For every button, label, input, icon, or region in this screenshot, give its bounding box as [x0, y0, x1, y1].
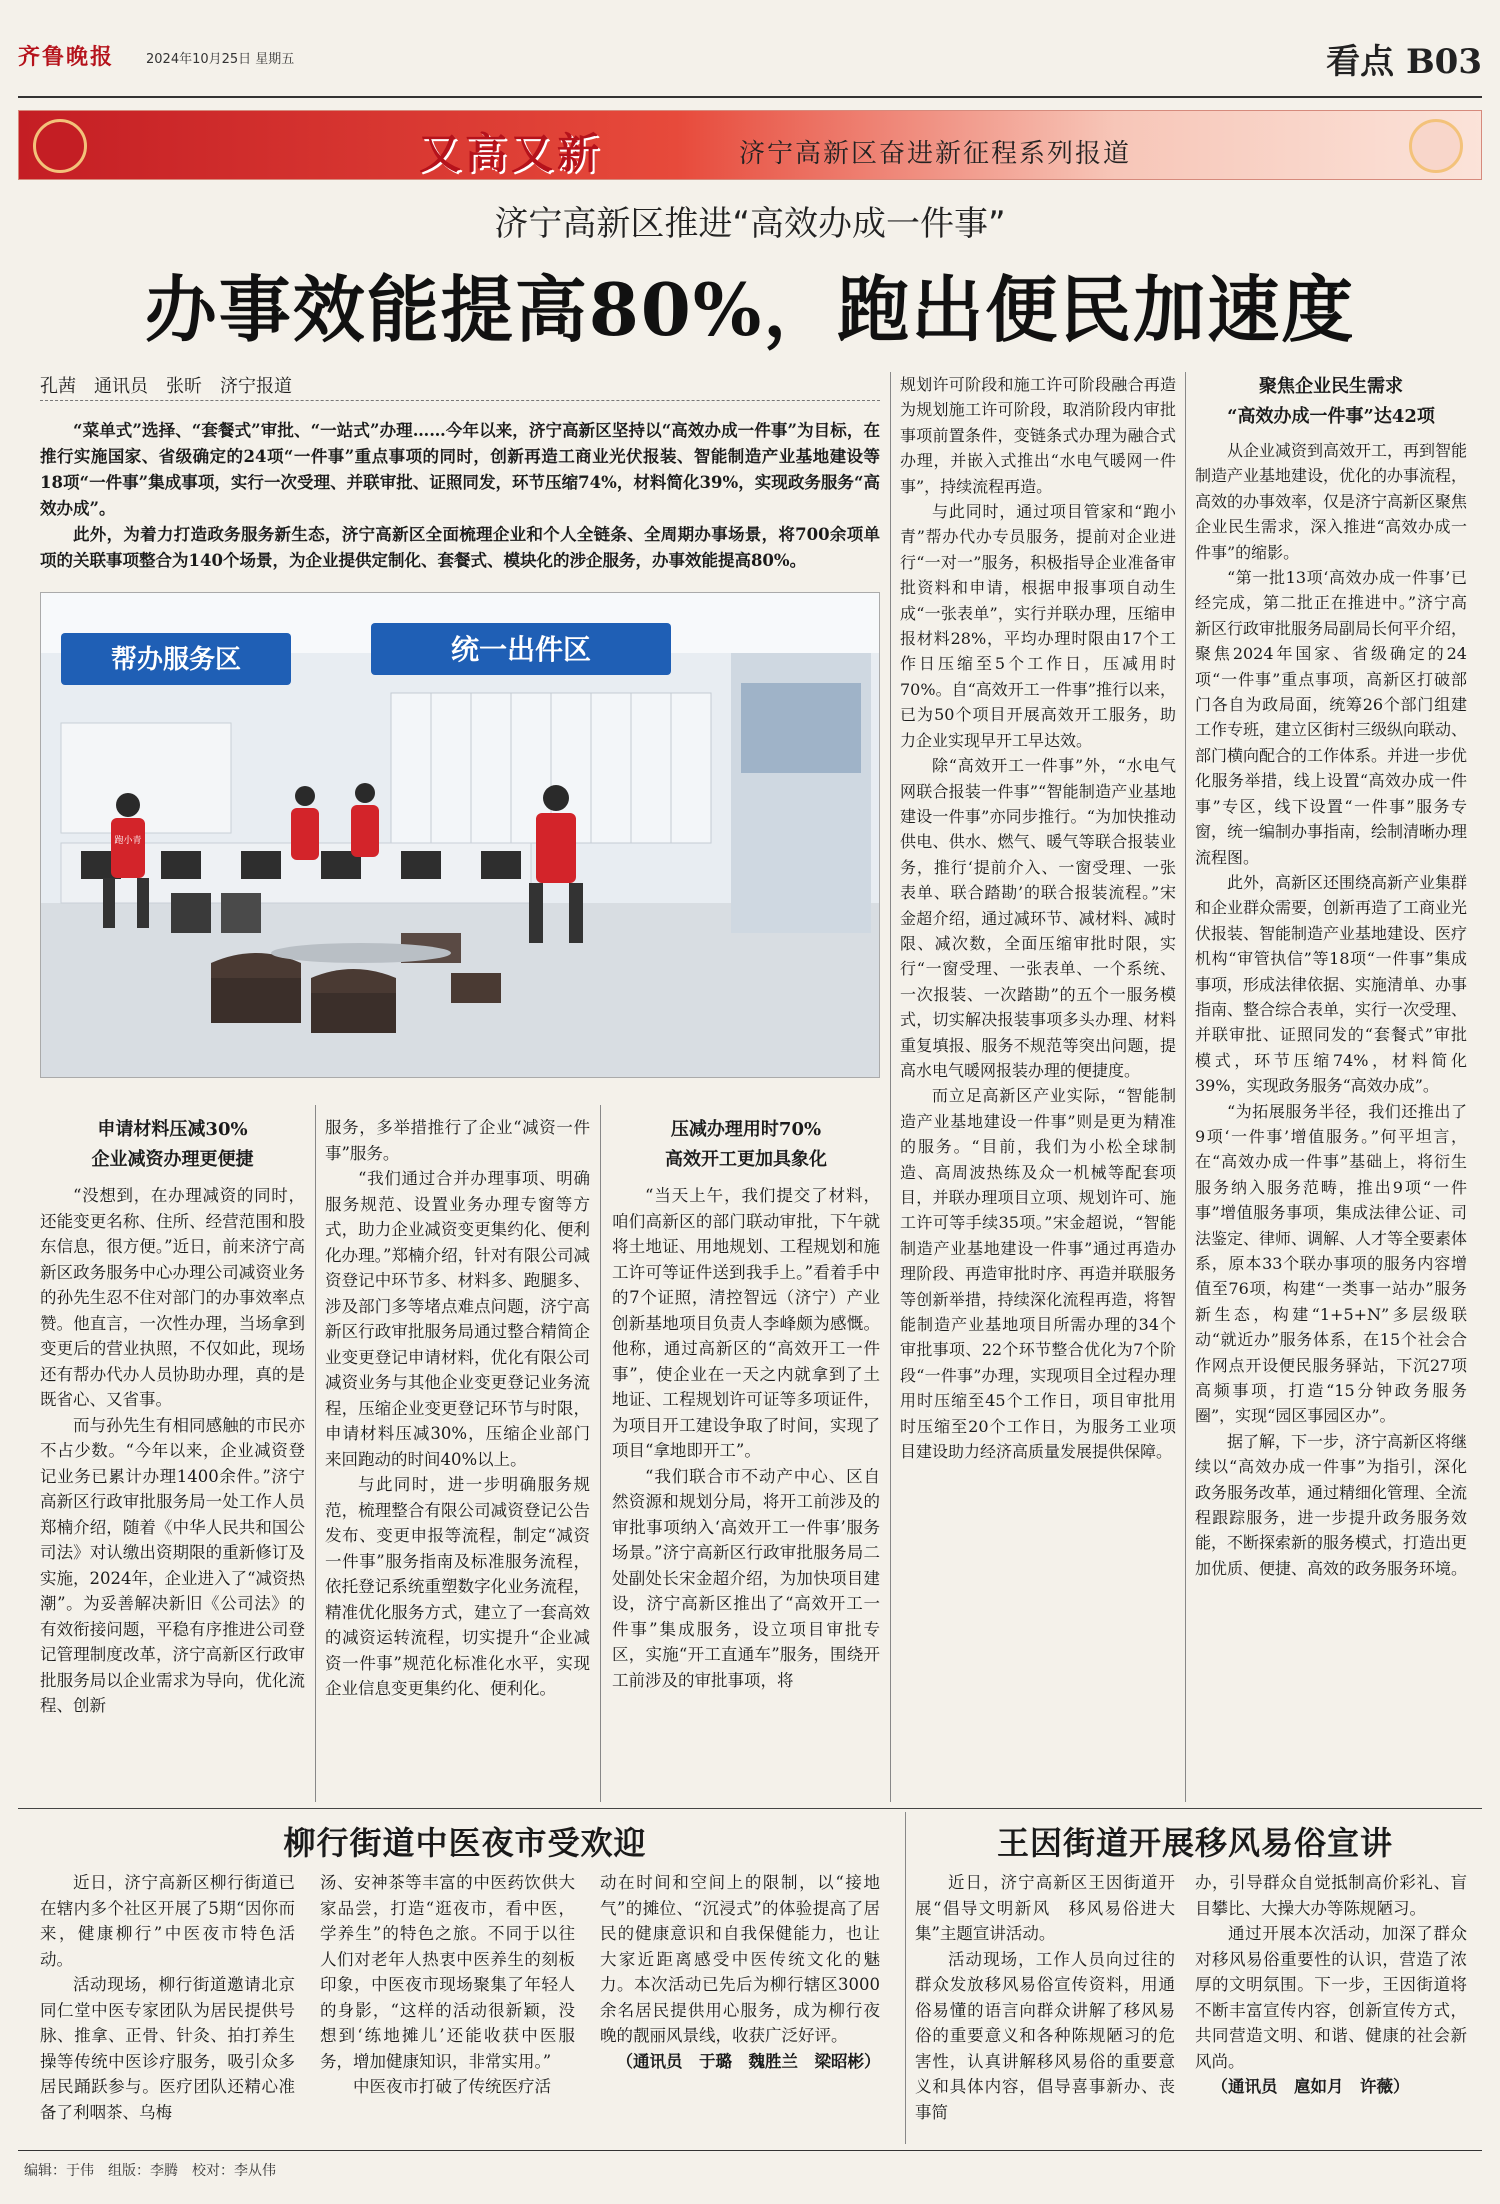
body-paragraph: 据了解，下一步，济宁高新区将继续以“高效办成一件事”为指引，深化政务服务改革，通过精细化管理、全流程跟踪服务，进一步提升政务服务效能，不断探索新的服务模式，打造出更加优质、便捷、高效的政务服务环境。	[1195, 1431, 1468, 1578]
body-paragraph: 而与孙先生有相同感触的市民亦不占少数。“今年以来，企业减资登记业务已累计办理1400余件。”济宁高新区行政审批服务局一处工作人员郑楠介绍，随着《中华人民共和国公司法》对认缴出资期限的重新修订及实施，2024年，企业进入了“减资热潮”。为妥善解决新旧《公司法》的有效衔接问题，平稳有序推进公司登记管理制度改革，济宁高新区行政审批服务局以企业需求为导向，优化流程、创新	[40, 1415, 305, 1715]
headline: 办事效能提高80%，跑出便民加速度	[144, 267, 1356, 352]
story-title-liuhang: 柳行街道中医夜市受欢迎	[283, 1824, 647, 1862]
banner-subtitle: 济宁高新区奋进新征程系列报道	[739, 139, 1132, 169]
banner-title: 又高又新	[419, 129, 604, 178]
body-paragraph: 而立足高新区产业实际，“智能制造产业基地建设一件事”则是更为精准的服务。“目前，我们为小松全球制造、高周波热练及众一机械等配套项目，并联办理项目立项、规划许可、施工许可等手续35项。”宋金超说，“智能制造产业基地建设一件事”通过再造办理阶段、再造审批时序、再造并联服务等创新举措，持续深化流程再造，将智能制造产业基地项目所需办理的34个审批事项、22个环节整合优化为7个阶段“一件事”办理，实现项目全过程办理用时压缩至45个工作日，项目审批用时压缩至20个工作日，为服务工业项目建设助力经济高质量发展提供保障。	[900, 1086, 1176, 1462]
column-rule	[315, 1105, 316, 1802]
section-subheading: 高效开工更加具象化	[665, 1149, 827, 1170]
masthead: 齐鲁晚报	[18, 44, 115, 70]
body-paragraph: 此外，高新区还围绕高新产业集群和企业群众需要，创新再造了工商业光伏报装、智能制造产业基地建设、医疗机构“审管执信”等18项“一件事”集成事项，形成法律依据、实施清单、办事指南、整合综合表单，实行一次受理、并联审批、证照同发的“套餐式”审批模式，环节压缩74%，材料简化39%，实现政务服务“高效办成”。	[1195, 872, 1468, 1096]
sign-right: 统一出件区	[450, 633, 592, 666]
story-title-wangyin: 王因街道开展移风易俗宣讲	[996, 1824, 1393, 1862]
body-paragraph: “第一批13项‘高效办成一件事’已经完成，第二批正在推进中。”济宁高新区行政审批服务局副局长何平介绍，聚焦2024年国家、省级确定的24项“一件事”重点事项，高新区打破部门各自为政局面，统筹26个部门组建工作专班，建立区街村三级纵向联动、部门横向配合的工作体系。并进一步优化服务举措，线上设置“高效办成一件事”专区，线下设置“一件事”服务专窗，统一编制办事指南，绘制清晰办理流程图。	[1195, 568, 1468, 867]
body-paragraph: 汤、安神茶等丰富的中医药饮供大家品尝，打造“逛夜市，看中医，学养生”的特色之旅。不同于以往人们对老年人热衷中医养生的刻板印象，中医夜市现场聚集了年轻人的身影，“这样的活动很新颖，没想到‘练地摊儿’还能收获中医服务，增加健康知识，非常实用。”	[320, 1873, 575, 2071]
body-paragraph: 动在时间和空间上的限制，以“接地气”的摊位、“沉浸式”的体验提高了居民的健康意识和自我保健能力，也让大家近距离感受中医传统文化的魅力。本次活动已先后为柳行辖区3000余名居民提供用心服务，成为柳行夜晚的靓丽风景线，收获广泛好评。	[600, 1873, 880, 2045]
section-subheading: “高效办成一件事”达42项	[1227, 406, 1435, 427]
page-header	[18, 28, 1482, 98]
story-credit: （通讯员 于璐 魏胜兰 梁昭彬）	[616, 2051, 881, 2071]
body-paragraph: 近日，济宁高新区王因街道开展“倡导文明新风 移风易俗进大集”主题宣讲活动。	[915, 1873, 1175, 1943]
body-paragraph: “当天上午，我们提交了材料，咱们高新区的部门联动审批，下午就将土地证、用地规划、工程规划和施工许可等证件送到我手上。”看着手中的7个证照，清控智远（济宁）产业创新基地项目负责人李峰颇为感慨。他称，通过高新区的“高效开工一件事”，使企业在一天之内就拿到了土地证、工程规划许可证等多项证件，为项目开工建设争取了时间，实现了项目“拿地即开工”。	[612, 1186, 880, 1460]
series-banner	[18, 110, 1482, 180]
lead-paragraphs	[40, 418, 880, 574]
section-subheading: 压减办理用时70%	[670, 1119, 822, 1140]
section-subheading: 企业减资办理更便捷	[91, 1149, 254, 1170]
kicker: 济宁高新区推进“高效办成一件事”	[494, 204, 1006, 244]
body-paragraph: 与此同时，通过项目管家和“跑小青”帮办代办专员服务，提前对企业进行“一对一”服务，积极指导企业准备审批资料和申请，根据申报事项自动生成“一张表单”，实行并联办理，压缩申报材料28%，平均办理时限由17个工作日压缩至5个工作日，压减用时70%。自“高效开工一件事”推行以来，已为50个项目开展高效开工服务，助力企业实现早开工早达效。	[900, 502, 1176, 750]
column-rule	[905, 1812, 906, 2144]
column-rule	[890, 372, 891, 1802]
article-column-4	[900, 372, 1176, 1464]
cloud-icon	[1409, 119, 1463, 173]
body-paragraph: 与此同时，进一步明确服务规范，梳理整合有限公司减资登记公告发布、变更申报等流程，制定“减资一件事”服务指南及标准服务流程，依托登记系统重塑数字化业务流程，精准优化服务方式，建立了一套高效的减资运转流程，切实提升“企业减资一件事”规范化标准化水平，实现企业信息变更集约化、便利化。	[325, 1475, 590, 1698]
body-paragraph: “为拓展服务半径，我们还推出了9项‘一件事’增值服务。”何平坦言，在“高效办成一件事”基础上，将衍生服务纳入服务范畴，推出9项“一件事”增值服务事项，集成法律公证、司法鉴定、律师、调解、人才等全要素体系，原本33个联办事项的服务内容增值至76项，构建“一类事一站办”服务新生态，构建“1+5+N”多层级联动“就近办”服务体系，在15个社会合作网点开设便民服务驿站，下沉27项高频事项，打造“15分钟政务服务圈”，实现“园区事园区办”。	[1195, 1101, 1468, 1426]
body-paragraph: 规划许可阶段和施工许可阶段融合再造为规划施工许可阶段，取消阶段内审批事项前置条件，变链条式办理为融合式办理，并嵌入式推出“水电气暖网一件事”，持续流程再造。	[900, 375, 1176, 496]
section-subheading: 申请材料压减30%	[97, 1119, 248, 1140]
lantern-icon	[33, 119, 87, 173]
byline: 孔茜 通讯员 张昕 济宁报道	[40, 376, 292, 397]
section-divider	[18, 1808, 1482, 1809]
story-wangyin-column-1	[915, 1870, 1175, 2125]
sign-left: 帮办服务区	[110, 645, 242, 675]
story-liuhang-column-2	[320, 1870, 575, 2100]
article-column-1	[40, 1115, 305, 1719]
service-hall-photo	[40, 592, 880, 1078]
article-column-2	[325, 1115, 590, 1702]
publication-date: 2024年10月25日 星期五	[146, 52, 295, 67]
section-subheading: 聚焦企业民生需求	[1259, 376, 1403, 397]
body-paragraph: 服务，多举措推行了企业“减资一件事”服务。	[325, 1118, 590, 1163]
page-label: 看点 B03	[1326, 42, 1482, 82]
editorial-credits: 编辑：于伟 组版：李腾 校对：李从伟	[24, 2163, 276, 2179]
story-liuhang-column-3	[600, 1870, 880, 2074]
body-paragraph: “没想到，在办理减资的同时，还能变更名称、住所、经营范围和股东信息，很方便。”近日，前来济宁高新区政务服务中心办理公司减资业务的孙先生忍不住对部门的办事效率点赞。他直言，一次性办理，当场拿到变更后的营业执照，不仅如此，现场还有帮办代办人员协助办理，真的是既省心、又省事。	[40, 1186, 305, 1409]
column-rule	[600, 1105, 601, 1802]
body-paragraph: 通过开展本次活动，加深了群众对移风易俗重要性的认识，营造了浓厚的文明氛围。下一步，王因街道将不断丰富宣传内容，创新宣传方式，共同营造文明、和谐、健康的社会新风尚。	[1195, 1924, 1467, 2071]
vest-label: 跑小青	[114, 836, 142, 846]
story-credit: （通讯员 扈如月 许薇）	[1211, 2077, 1410, 2096]
body-paragraph: 活动现场，柳行街道邀请北京同仁堂中医专家团队为居民提供号脉、推拿、正骨、针灸、拍打养生操等传统中医诊疗服务，吸引众多居民踊跃参与。医疗团队还精心准备了利咽茶、乌梅	[40, 1975, 295, 2122]
story-wangyin-column-2	[1195, 1870, 1467, 2100]
body-paragraph: 办，引导群众自觉抵制高价彩礼、盲目攀比、大操大办等陈规陋习。	[1195, 1873, 1467, 1918]
lead-paragraph: 此外，为着力打造政务服务新生态，济宁高新区全面梳理企业和个人全链条、全周期办事场景，将700余项单项的关联事项整合为140个场景，为企业提供定制化、套餐式、模块化的涉企服务，办事效能提高80%。	[40, 525, 880, 570]
service-hall-illustration	[41, 593, 880, 1078]
article-column-3	[612, 1115, 880, 1693]
column-rule	[1185, 372, 1186, 1802]
body-paragraph: 活动现场，工作人员向过往的群众发放移风易俗宣传资料，用通俗易懂的语言向群众讲解了移风易俗的重要意义和各种陈规陋习的危害性，认真讲解移风易俗的重要意义和具体内容，倡导喜事新办、丧事简	[915, 1949, 1175, 2122]
story-liuhang-column-1	[40, 1870, 295, 2125]
body-paragraph: 除“高效开工一件事”外，“水电气网联合报装一件事”“智能制造产业基地建设一件事”亦同步推行。“为加快推动供电、供水、燃气、暖气等联合报装业务，推行‘提前介入、一窗受理、一张表单、联合踏勘’的联合报装流程。”宋金超介绍，通过减环节、减材料、减时限、减次数，全面压缩审批时限，实行“一窗受理、一张表单、一个系统、一次报装、一次踏勘”的五个一服务模式，切实解决报装事项多头办理、材料重复填报、服务不规范等突出问题，提高水电气暖网报装办理的便捷度。	[900, 756, 1176, 1080]
lead-paragraph: “菜单式”选择、“套餐式”审批、“一站式”办理……今年以来，济宁高新区坚持以“高效办成一件事”为目标，在推行实施国家、省级确定的24项“一件事”重点事项的同时，创新再造工商业光伏报装、智能制造产业基地建设等18项“一件事”集成事项，实行一次受理、并联审批、证照同发，环节压缩74%，材料简化39%，实现政务服务“高效办成”。	[40, 421, 880, 518]
body-paragraph: 中医夜市打破了传统医疗活	[353, 2077, 551, 2096]
footer-divider	[18, 2150, 1482, 2151]
body-paragraph: “我们联合市不动产中心、区自然资源和规划分局，将开工前涉及的审批事项纳入‘高效开工一件事’服务场景。”济宁高新区行政审批服务局二处副处长宋金超介绍，为加快项目建设，济宁高新区推出了“高效开工一件事”集成服务，设立项目审批专区，实施“开工直通车”服务，围绕开工前涉及的审批事项，将	[612, 1466, 880, 1690]
body-paragraph: 从企业减资到高效开工，再到智能制造产业基地建设，优化的办事流程，高效的办事效率，仅是济宁高新区聚焦企业民生需求，深入推进“高效办成一件事”的缩影。	[1195, 441, 1468, 562]
divider	[40, 400, 880, 401]
body-paragraph: 近日，济宁高新区柳行街道已在辖内多个社区开展了5期“因你而来，健康柳行”中医夜市特色活动。	[40, 1873, 295, 1969]
body-paragraph: “我们通过合并办理事项、明确服务规范、设置业务办理专窗等方式，助力企业减资变更集约化、便利化办理。”郑楠介绍，针对有限公司减资登记中环节多、材料多、跑腿多、涉及部门多等堵点难点问题，济宁高新区行政审批服务局通过整合精简企业变更登记申请材料，优化有限公司减资业务与其他企业变更登记业务流程，压缩企业变更登记环节与时限，申请材料压减30%，压缩企业部门来回跑动的时间40%以上。	[325, 1169, 590, 1469]
article-column-5	[1195, 372, 1467, 1581]
